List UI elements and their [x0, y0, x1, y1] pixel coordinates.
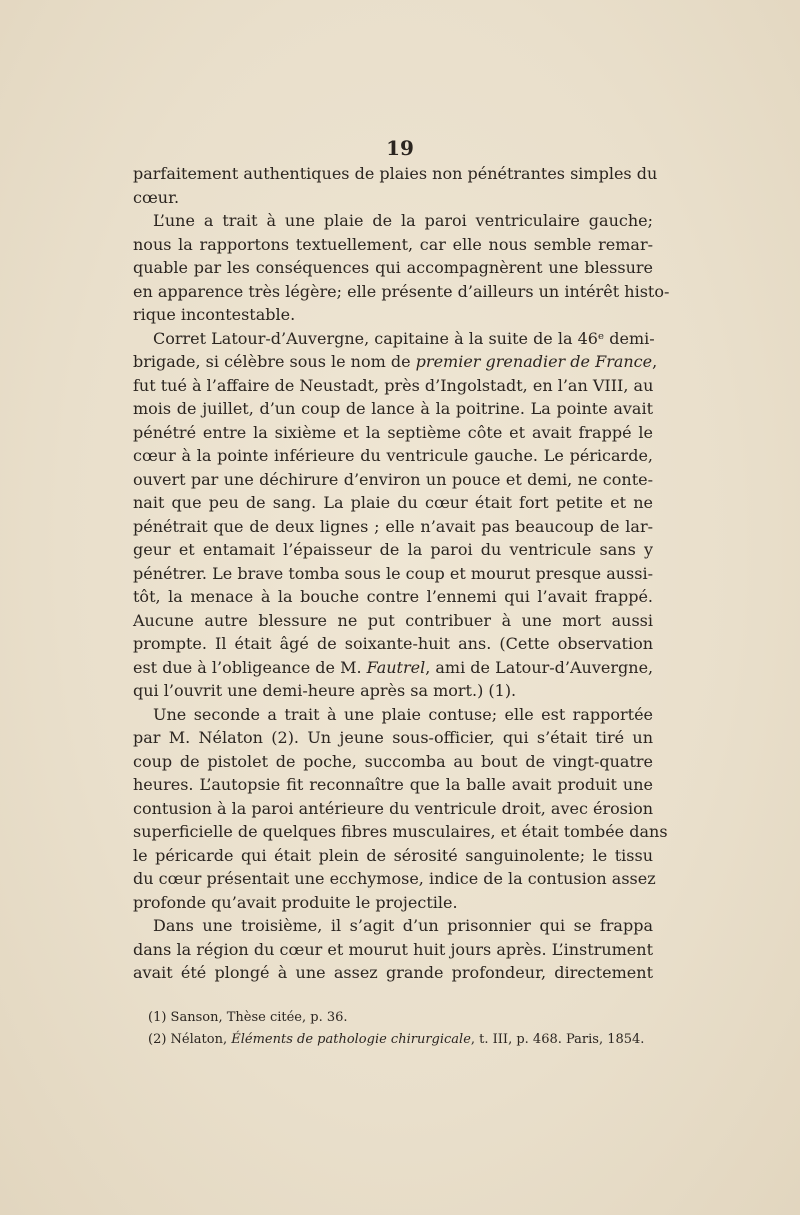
page-number: 19 [386, 136, 414, 160]
text-segment: en apparence très légère; elle présente d’ailleurs un intérêt histo- [133, 281, 670, 301]
text-segment: brigade, si célèbre sous le nom de [133, 352, 411, 371]
footnotes [148, 1007, 668, 1051]
text-segment: ouvert par une déchirure d’environ un pouce et demi, ne conte- [133, 469, 653, 489]
text-segment: prompte. Il était âgé de soixante-huit ans. (Cette observation [133, 634, 653, 653]
text-segment: mois de juillet, d’un coup de lance à la poitrine. La pointe avait [133, 399, 653, 418]
text-segment: Une seconde a trait à une plaie contuse; elle est rapportée [153, 704, 653, 724]
text-line [133, 374, 653, 398]
text-line [133, 632, 653, 656]
text-line [133, 938, 653, 962]
text-segment: superficielle de quelques fibres musculaires, et était tombée dans [133, 822, 668, 841]
text-segment: par M. Nélaton (2). Un jeune sous-officier, qui s’était tiré un [133, 728, 653, 747]
text-segment: Corret Latour-d’Auvergne, capitaine à la suite de la 46ᵉ demi- [153, 328, 655, 348]
text-segment: coup de pistolet de poche, succomba au bout de vingt-quatre [133, 751, 653, 771]
text-line [133, 186, 653, 210]
text-line [133, 585, 653, 609]
text-line [133, 609, 653, 633]
text-segment: pénétré entre la sixième et la septième côte et avait frappé le [133, 422, 653, 442]
text-line [133, 350, 658, 374]
text-segment: cœur. [133, 187, 180, 207]
text-segment: le péricarde qui était plein de sérosité sanguinolente; le tissu [133, 845, 653, 865]
text-segment: avait été plongé à une assez grande profondeur, directement [133, 963, 653, 982]
italic-text: Fautrel [366, 657, 426, 677]
text-segment: (1) Sanson, Thèse citée, p. 36. [148, 1010, 348, 1025]
text-line [133, 961, 653, 985]
text-line [133, 421, 653, 445]
text-line [133, 891, 653, 915]
text-line [133, 491, 653, 515]
text-line [133, 656, 653, 680]
text-line [133, 327, 653, 351]
text-line [133, 538, 653, 562]
text-segment: tôt, la menace à la bouche contre l’ennemi qui l’avait frappé. [133, 587, 653, 606]
text-line [133, 773, 653, 797]
text-segment: contusion à la paroi antérieure du ventricule droit, avec érosion [133, 798, 654, 818]
text-segment: , t. III, p. 468. Paris, 1854. [470, 1032, 645, 1047]
text-line [133, 209, 653, 233]
text-segment: nait que peu de sang. La plaie du cœur était fort petite et ne [133, 493, 653, 512]
text-segment: est due à l’obligeance de M. [133, 657, 362, 677]
italic-text: premier grenadier de France [415, 352, 653, 371]
text-line [133, 797, 653, 821]
text-line [133, 844, 653, 868]
text-segment: Aucune autre blessure ne put contribuer à une mort aussi [133, 610, 653, 630]
text-segment: du cœur présentait une ecchymose, indice de la contusion assez [133, 869, 656, 888]
text-line [133, 562, 653, 586]
text-line [133, 820, 668, 844]
footnote [148, 1029, 668, 1051]
text-segment: , ami de Latour-d’Auvergne, [425, 657, 654, 677]
text-line [133, 233, 653, 257]
text-line [133, 303, 653, 327]
text-line [133, 515, 653, 539]
text-segment: pénétrer. Le brave tomba sous le coup et mourut presque aussi- [133, 563, 653, 583]
text-segment: dans la région du cœur et mourut huit jours après. L’instrument [133, 939, 653, 959]
body-text [133, 162, 670, 985]
text-line [133, 162, 658, 186]
text-segment: geur et entamait l’épaisseur de la paroi du ventricule sans y [133, 540, 653, 559]
text-line [133, 397, 653, 421]
text-line [133, 280, 670, 304]
italic-text: Éléments de pathologie chirurgicale [231, 1032, 471, 1047]
text-segment: (2) Nélaton, [148, 1032, 228, 1047]
text-line [133, 726, 653, 750]
text-segment: , [652, 352, 658, 371]
text-segment: cœur à la pointe inférieure du ventricule gauche. Le péricarde, [133, 446, 653, 465]
text-line [133, 679, 653, 703]
footnote [148, 1007, 668, 1029]
text-segment: rique incontestable. [133, 305, 296, 324]
text-segment: fut tué à l’affaire de Neustadt, près d’Ingolstadt, en l’an VIII, au [133, 375, 654, 395]
text-line [133, 914, 653, 938]
text-line [133, 867, 656, 891]
text-line [133, 256, 653, 280]
text-line [133, 750, 653, 774]
text-line [133, 468, 653, 492]
text-segment: pénétrait que de deux lignes ; elle n’avait pas beaucoup de lar- [133, 516, 653, 536]
text-line [133, 444, 653, 468]
text-segment: parfaitement authentiques de plaies non pénétrantes simples du [133, 164, 658, 183]
text-segment: L’une a trait à une plaie de la paroi ventriculaire gauche; [153, 211, 653, 230]
text-segment: Dans une troisième, il s’agit d’un prisonnier qui se frappa [153, 916, 653, 935]
text-segment: heures. L’autopsie fit reconnaître que la balle avait produit une [133, 775, 653, 794]
text-segment: nous la rapportons textuellement, car elle nous semble remar- [133, 234, 653, 254]
text-segment: quable par les conséquences qui accompagnèrent une blessure [133, 258, 653, 277]
text-segment: qui l’ouvrit une demi-heure après sa mort.) (1). [133, 681, 517, 700]
text-segment: profonde qu’avait produite le projectile. [133, 892, 458, 912]
text-line [133, 703, 653, 727]
